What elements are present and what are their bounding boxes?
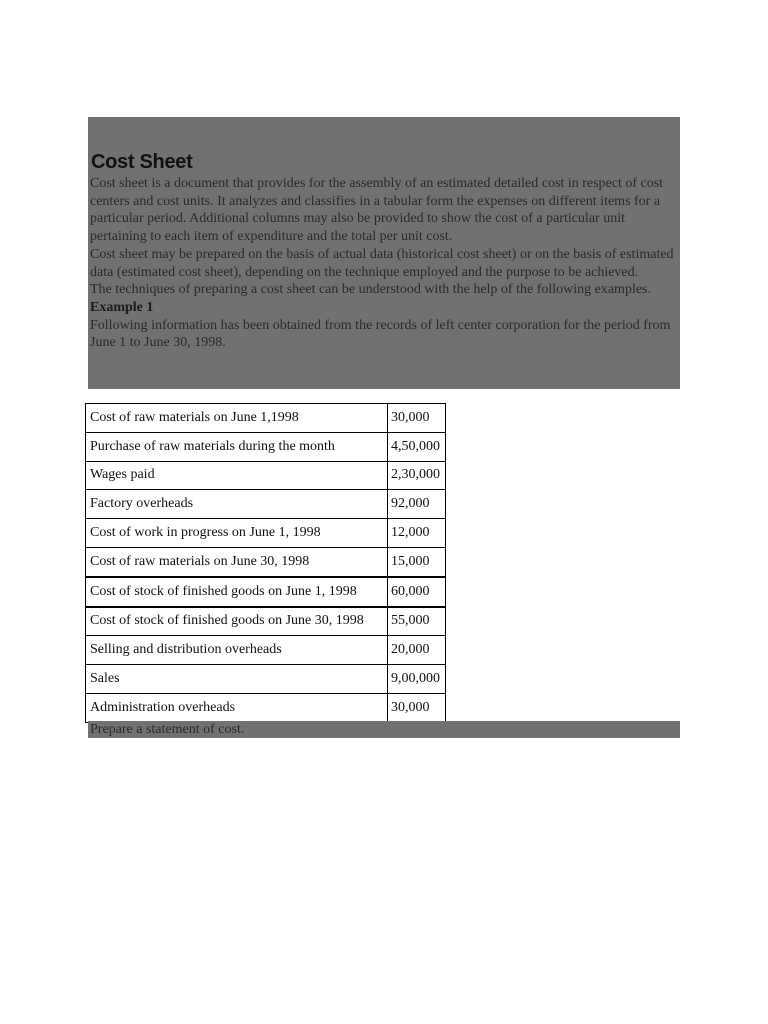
table-row — [86, 665, 446, 694]
paragraph-definition: Cost sheet is a document that provides for the assembly of an estimated detailed cost in respect of cost centers and cost units. It analyzes and classifies in a tabular form the expenses on different items for a particular period. Additional columns may also be provided to show the cost of a particular unit pertaining to each item of expenditure and the total per unit cost. — [90, 176, 664, 245]
item-cell: Cost of raw materials on June 30, 1998 — [86, 547, 388, 576]
amount-cell: 92,000 — [388, 490, 446, 519]
item-cell: Wages paid — [86, 461, 388, 490]
example-label: Example 1 — [90, 299, 154, 315]
paragraph-techniques: The techniques of preparing a cost sheet can be understood with the help of the following examples. — [90, 282, 651, 298]
amount-cell: 2,30,000 — [388, 461, 446, 490]
item-cell: Cost of stock of finished goods on June 30, 1998 — [86, 607, 388, 636]
cost-data-table — [85, 403, 446, 723]
amount-cell: 15,000 — [388, 547, 446, 576]
amount-cell: 60,000 — [388, 577, 446, 607]
table-row — [86, 432, 446, 461]
item-cell: Factory overheads — [86, 490, 388, 519]
document-title: Cost Sheet — [91, 151, 193, 173]
amount-cell: 30,000 — [388, 404, 446, 433]
item-cell: Cost of raw materials on June 1,1998 — [86, 404, 388, 433]
table-row — [86, 636, 446, 665]
amount-cell: 30,000 — [388, 693, 446, 722]
table-row — [86, 490, 446, 519]
table-row — [86, 404, 446, 433]
table-row — [86, 547, 446, 576]
closing-instruction: Prepare a statement of cost. — [90, 722, 245, 737]
table-row — [86, 461, 446, 490]
item-cell: Selling and distribution overheads — [86, 636, 388, 665]
amount-cell: 9,00,000 — [388, 665, 446, 694]
item-cell: Sales — [86, 665, 388, 694]
table-row — [86, 577, 446, 607]
example-intro: Following information has been obtained from the records of left center corporation for the period from June 1 to June 30, 1998. — [90, 317, 671, 351]
item-cell: Cost of stock of finished goods on June 1, 1998 — [86, 577, 388, 607]
document-body — [90, 175, 680, 352]
item-cell: Purchase of raw materials during the month — [86, 432, 388, 461]
amount-cell: 55,000 — [388, 607, 446, 636]
amount-cell: 20,000 — [388, 636, 446, 665]
table-row — [86, 693, 446, 722]
item-cell: Cost of work in progress on June 1, 1998 — [86, 519, 388, 548]
amount-cell: 4,50,000 — [388, 432, 446, 461]
paragraph-basis: Cost sheet may be prepared on the basis of actual data (historical cost sheet) or on the basis of estimated data (estimated cost sheet), depending on the technique employed and the purpose to be achieved. — [90, 246, 674, 280]
table-row — [86, 519, 446, 548]
item-cell: Administration overheads — [86, 693, 388, 722]
table-row — [86, 607, 446, 636]
amount-cell: 12,000 — [388, 519, 446, 548]
